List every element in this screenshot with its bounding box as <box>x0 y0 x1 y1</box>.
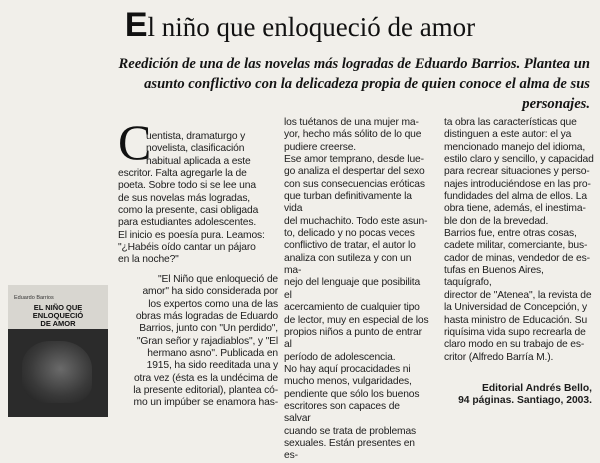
headline-text: l niño que enloqueció de amor <box>147 12 476 42</box>
column-3-text: ta obra las características que distinguen a este autor: el ya mencionado manejo del idioma, estilo claro y sencillo, y capacidad para recrear situaciones y perso- najes introduciéndose en las pro- fundidades del alma de ellos. La obra tiene, además, el inestima- ble don de la brevedad. Barrios fue, entre otras cosas, cadete militar, comerciante, bus- cador de minas, vendedor de es- tufas en Buenos Aires, taquígrafo, director de "Atenea", la revista de la Universidad de Concepción, y hasta ministro de Educación. Su riquísima vida supo recrearla de claro modo en su trabajo de es- critor (Alfredo Barría M.). <box>444 117 594 363</box>
cover-title: EL NIÑO QUE ENLOQUECIÓ DE AMOR <box>32 303 84 328</box>
column-2-text: los tuétanos de una mujer ma- yor, hecho más sólito de lo que pudiere creerse. Ese amor temprano, desde lue- go analiza el despertar del sexo con sus consecuencias eróticas que turban definitivamente la vida del muchachito. Todo este asun- to, delicado y no pocas veces conflictivo de tratar, el autor lo analiza con sutileza y con un ma- nejo del lenguaje que posibilita el acercamiento de cualquier tipo de lector, muy en especial de los propios niños a punto de entrar al período de adolescencia. No hay aquí procacidades ni mucho menos, vulgaridades, pendiente que sólo los buenos escritores son capaces de salvar cuando se trata de problemas sexuales. Están presentes en es- <box>284 117 429 462</box>
headline <box>0 6 600 44</box>
headline-initial: E <box>124 6 148 44</box>
column-1-body: escritor. Falta agregarle la de poeta. Sobre todo si se lee una de sus novelas más logradas, como la presente, casi obligada para estudiantes adolescentes. El inicio es poesía pura. Leamos: "¿Habéis oído cantar un pájaro en la noche?" <box>118 168 265 266</box>
column-3 <box>444 117 594 364</box>
cover-author: Eduardo Barrios <box>14 295 54 301</box>
column-1-opening: uentista, dramaturgo y novelista, clasificación habitual aplicada a este <box>146 131 251 167</box>
publication-info: Editorial Andrés Bello, 94 páginas. Santiago, 2003. <box>458 383 592 407</box>
column-1-continued: "El Niño que enloqueció de amor" ha sido considerada por los expertos como una de las obras más logradas de Eduardo Barrios, junto con "Un perdido", "Gran señor y rajadiablos", y "El hermano asno". Publicada en 1915, ha sido reeditada una y otra vez (ésta es la undécima de la presente editorial), plantea có- mo un impúber se enamora has- <box>133 274 278 409</box>
drop-cap: C <box>118 114 152 170</box>
deck: Reedición de una de las novelas más logradas de Eduardo Barrios. Plantea un asunto conflictivo con la delicadeza propia de quien conoce el alma de sus personajes. <box>118 56 590 112</box>
column-2 <box>284 117 429 463</box>
book-cover-image <box>8 285 108 417</box>
cover-figure <box>22 341 92 403</box>
